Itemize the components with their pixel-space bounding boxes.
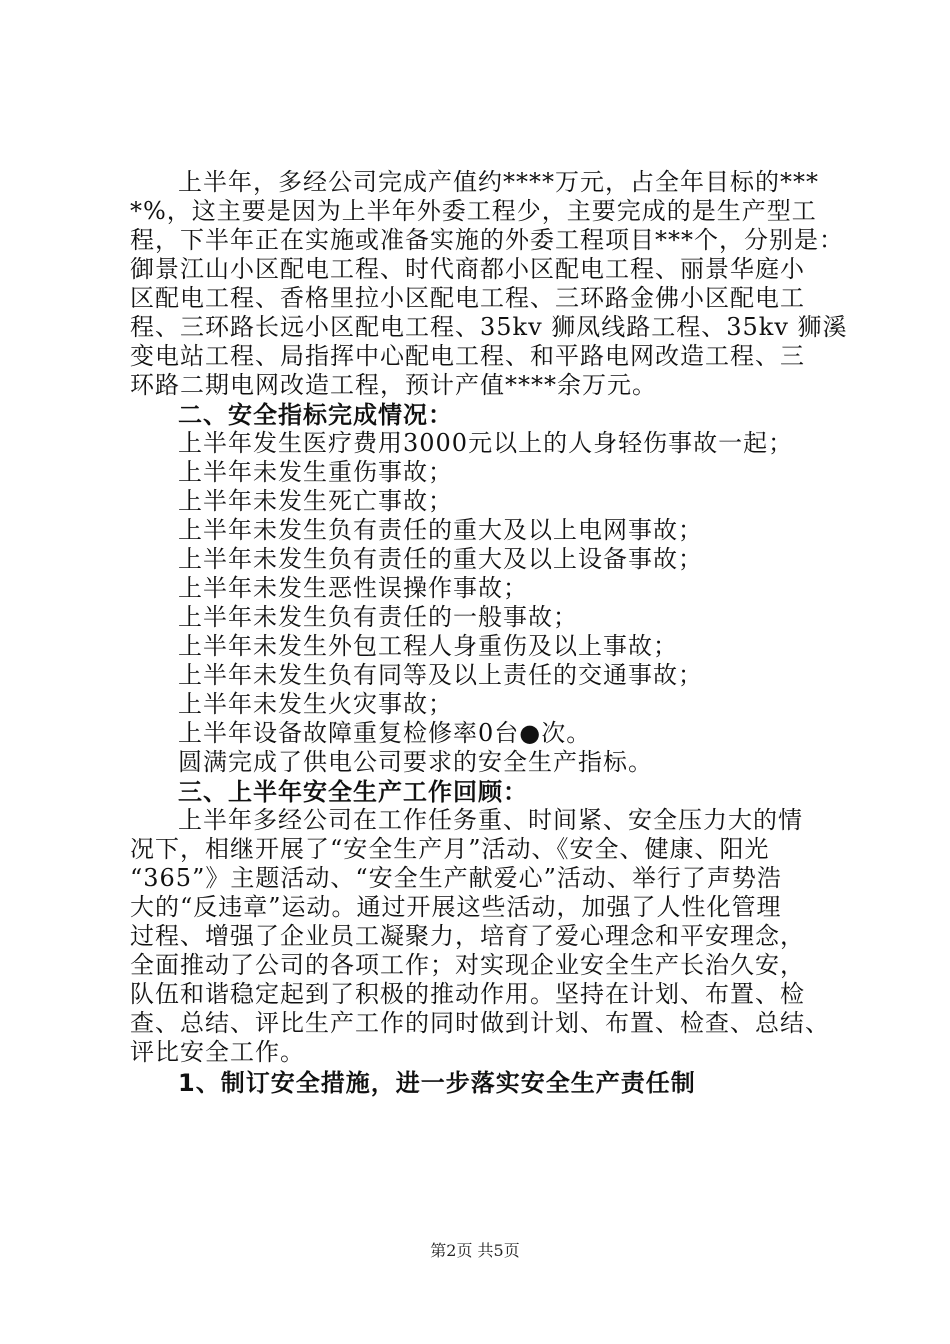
safety-indicator-list <box>130 429 840 777</box>
subheading-safety-measures: 1、制订安全措施，进一步落实安全生产责任制 <box>178 1069 696 1097</box>
paragraph-safety-review <box>130 806 840 1067</box>
indicator-item: 上半年未发生负有责任的一般事故； <box>178 603 578 631</box>
text-line: *%，这主要是因为上半年外委工程少，主要完成的是生产型工 <box>130 197 817 225</box>
text-line: 区配电工程、香格里拉小区配电工程、三环路金佛小区配电工 <box>130 284 805 312</box>
document-body <box>130 168 848 1098</box>
text-line: 御景江山小区配电工程、时代商都小区配电工程、丽景华庭小 <box>130 255 805 283</box>
indicator-item: 上半年未发生恶性误操作事故； <box>178 574 528 602</box>
section-heading-safety-indicators: 二、安全指标完成情况： <box>178 400 453 429</box>
page-footer: 第2页 共5页 <box>430 1241 520 1260</box>
indicator-item: 上半年未发生火灾事故； <box>178 690 453 718</box>
section-heading-safety-review: 三、上半年安全生产工作回顾： <box>178 777 528 806</box>
indicator-item: 上半年未发生外包工程人身重伤及以上事故； <box>178 632 678 660</box>
text-line: 环路二期电网改造工程，预计产值****余万元。 <box>130 371 657 399</box>
indicator-item: 上半年未发生负有同等及以上责任的交通事故； <box>178 661 703 689</box>
text-line: “365”》主题活动、“安全生产献爱心”活动、举行了声势浩 <box>130 864 782 892</box>
text-line: 变电站工程、局指挥中心配电工程、和平路电网改造工程、三 <box>130 342 805 370</box>
indicator-item: 上半年发生医疗费用3000元以上的人身轻伤事故一起； <box>178 429 794 457</box>
text-line: 况下，相继开展了“安全生产月”活动、《安全、健康、阳光 <box>130 835 770 863</box>
indicator-item: 上半年未发生负有责任的重大及以上电网事故； <box>178 516 703 544</box>
text-line: 上半年多经公司在工作任务重、时间紧、安全压力大的情 <box>178 806 803 834</box>
text-line: 程，下半年正在实施或准备实施的外委工程项目***个，分别是： <box>130 226 844 254</box>
indicator-item: 上半年未发生重伤事故； <box>178 458 453 486</box>
text-line: 队伍和谐稳定起到了积极的推动作用。坚持在计划、布置、检 <box>130 980 805 1008</box>
paragraph-output-value <box>130 168 848 400</box>
text-line: 上半年，多经公司完成产值约****万元，占全年目标的*** <box>178 168 819 196</box>
indicator-item: 上半年未发生死亡事故； <box>178 487 453 515</box>
indicator-item: 上半年设备故障重复检修率0台●次。 <box>178 719 592 747</box>
text-line: 大的“反违章”运动。通过开展这些活动，加强了人性化管理 <box>130 893 782 921</box>
text-line: 过程、增强了企业员工凝聚力，培育了爱心理念和平安理念， <box>130 922 805 950</box>
text-line: 全面推动了公司的各项工作；对实现企业安全生产长治久安， <box>130 951 805 979</box>
text-line: 评比安全工作。 <box>130 1038 305 1066</box>
text-line: 查、总结、评比生产工作的同时做到计划、布置、检查、总结、 <box>130 1009 830 1037</box>
indicator-item: 圆满完成了供电公司要求的安全生产指标。 <box>178 748 653 776</box>
text-line: 程、三环路长远小区配电工程、35kv 狮凤线路工程、35kv 狮溪 <box>130 313 848 341</box>
indicator-item: 上半年未发生负有责任的重大及以上设备事故； <box>178 545 703 573</box>
